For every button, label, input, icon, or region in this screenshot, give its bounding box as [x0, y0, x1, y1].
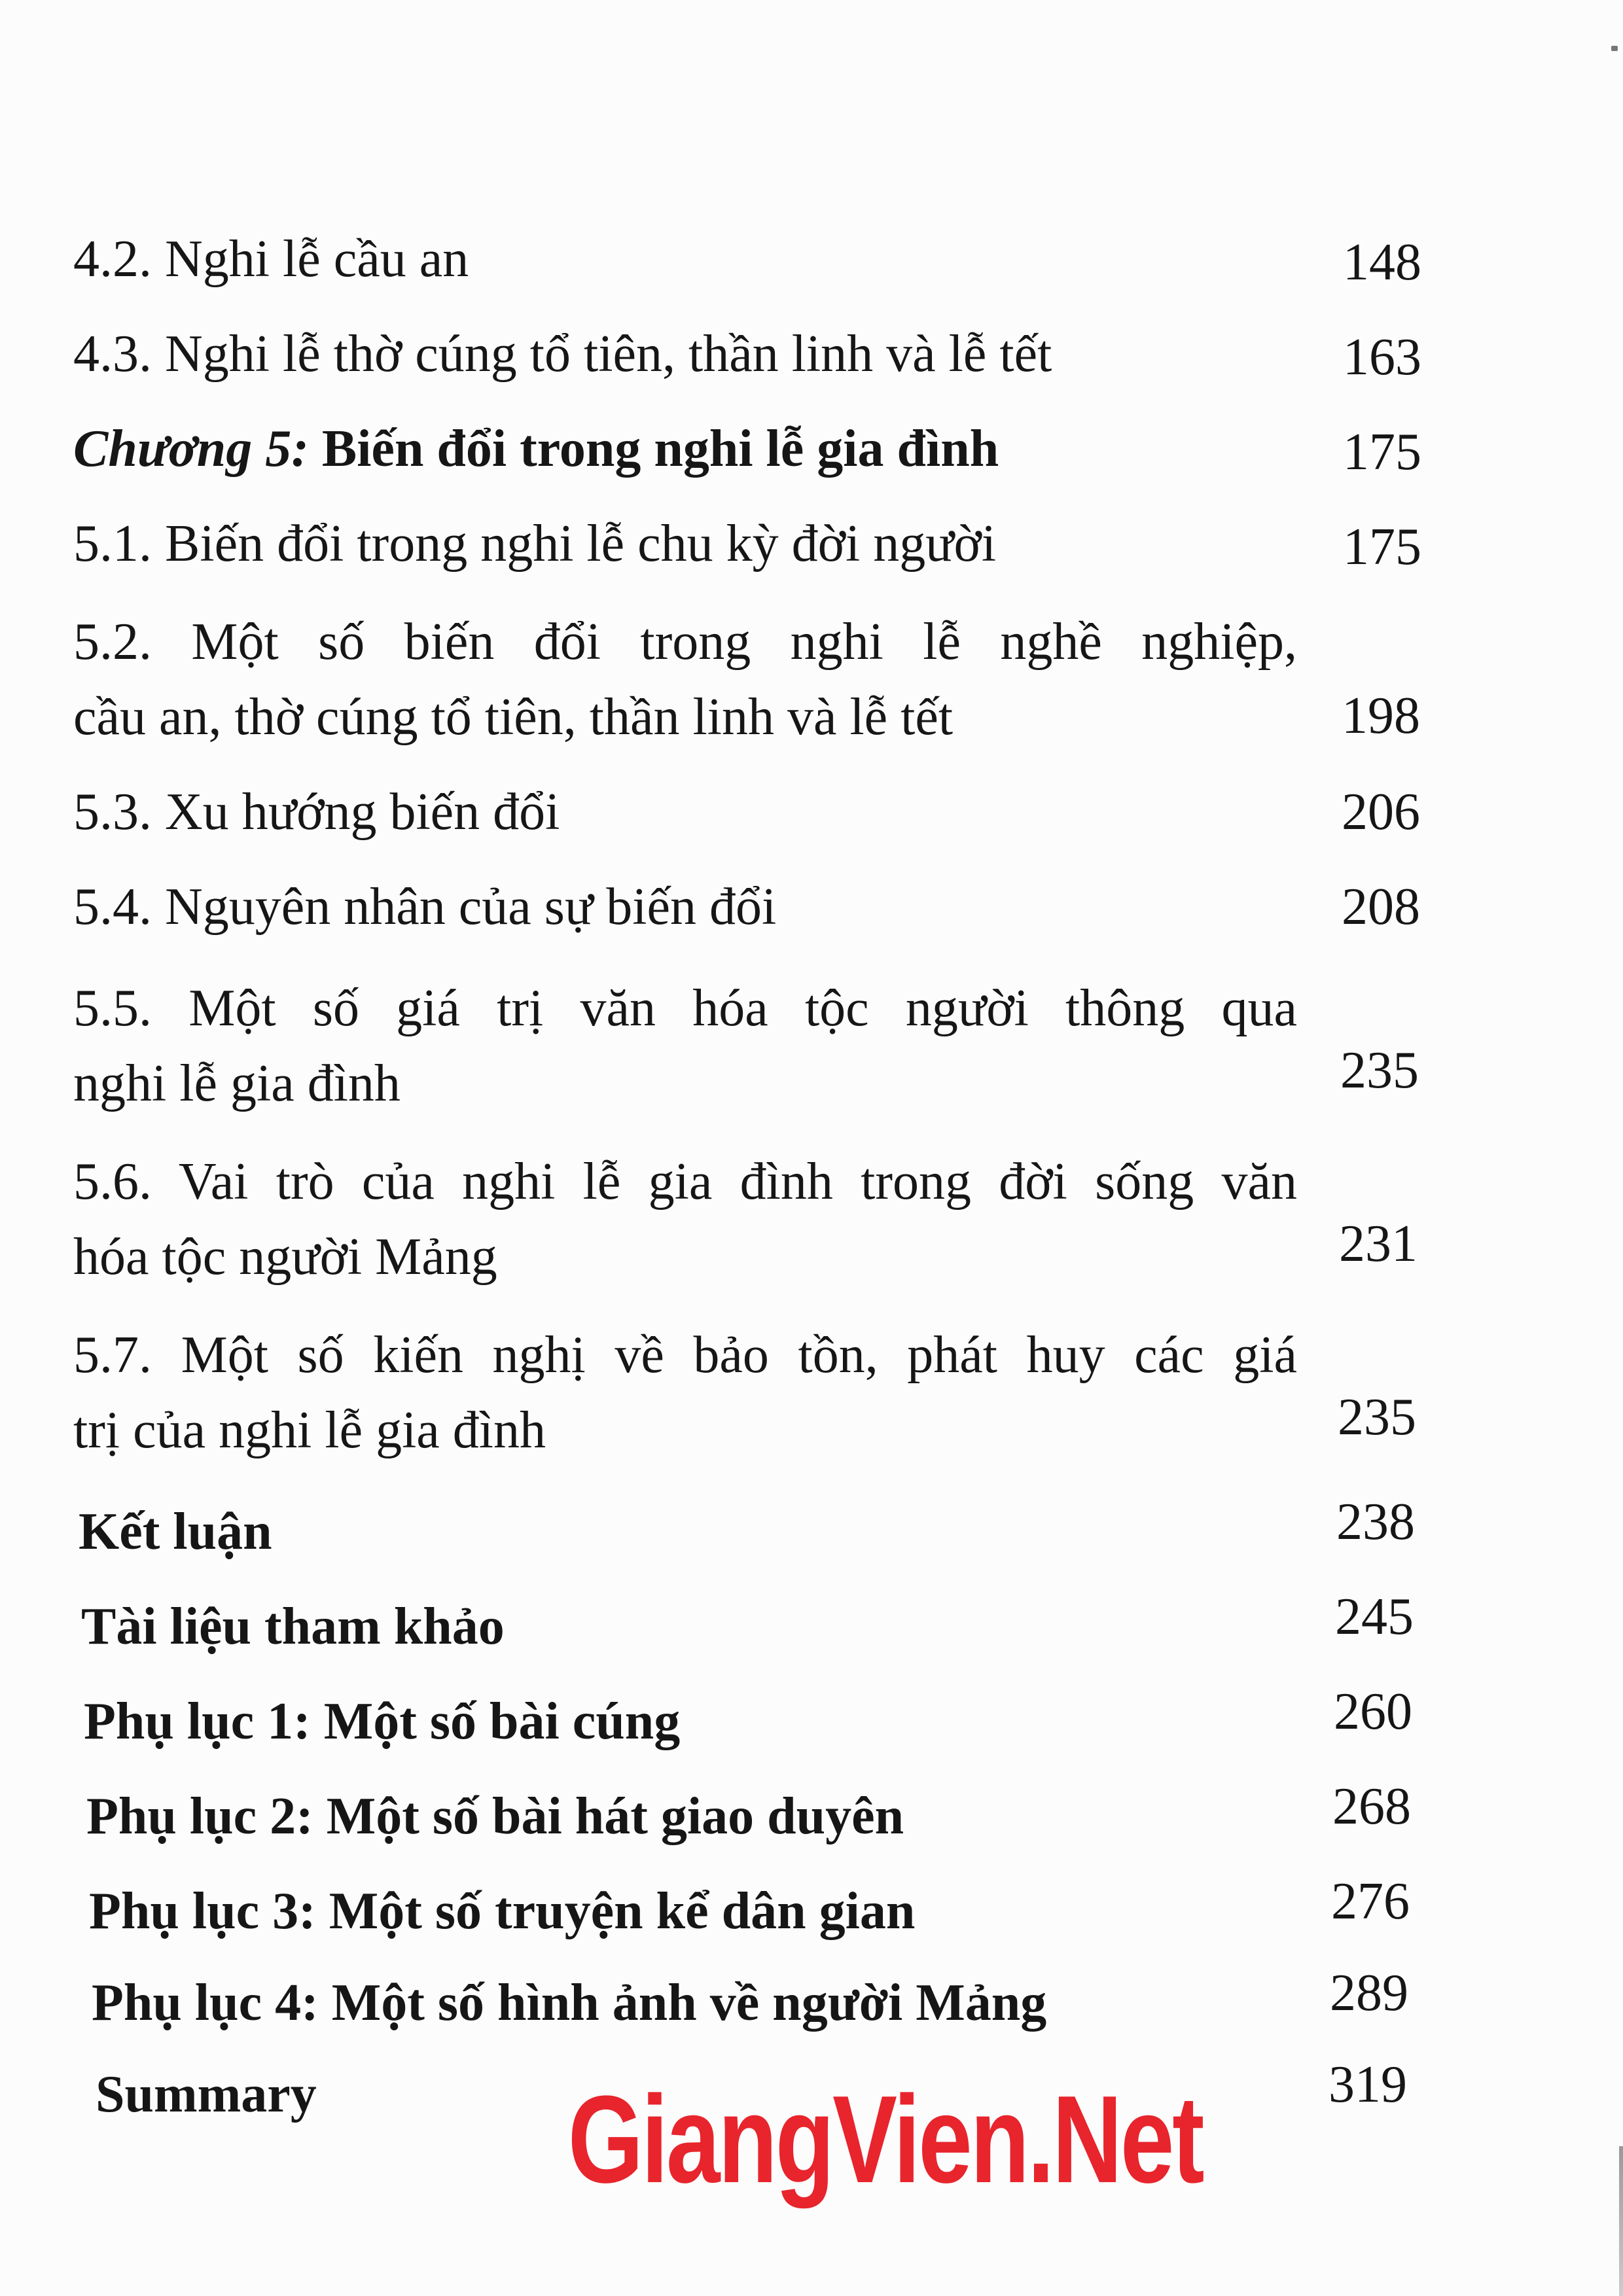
page-edge-shadow	[1619, 2146, 1623, 2296]
entry-title-line-2: hóa tộc người Mảng	[73, 1228, 497, 1286]
entry-title: Phụ lục 4: Một số hình ảnh về người Mảng	[92, 1974, 1047, 2032]
page-number: 319	[1329, 2056, 1407, 2113]
entry-title-line-2: nghi lễ gia đình	[73, 1055, 401, 1112]
page-number: 276	[1331, 1873, 1410, 1930]
page-number: 268	[1332, 1778, 1411, 1835]
entry-title: Phụ lục 1: Một số bài cúng	[84, 1693, 681, 1750]
watermark-text: GiangVien.Net	[567, 2070, 1203, 2209]
page-number: 238	[1336, 1493, 1415, 1551]
entry-title: 5.1. Biến đổi trong nghi lễ chu kỳ đời người	[73, 515, 997, 573]
entry-title-line-2: trị của nghi lễ gia đình	[73, 1402, 546, 1459]
entry-title-line-2: cầu an, thờ cúng tổ tiên, thần linh và lễ tết	[73, 688, 954, 746]
page-number: 206	[1342, 783, 1420, 841]
page-number: 245	[1335, 1588, 1414, 1646]
entry-title: 5.4. Nguyên nhân của sự biến đổi	[73, 878, 777, 936]
entry-title-line-1: 5.6. Vai trò của nghi lễ gia đình trong đời sống văn	[73, 1153, 1297, 1210]
page-number: 175	[1343, 423, 1421, 481]
entry-title: Kết luận	[79, 1503, 272, 1561]
entry-title: Phụ lục 2: Một số bài hát giao duyên	[86, 1788, 904, 1845]
entry-title: 4.2. Nghi lễ cầu an	[73, 230, 469, 288]
entry-title: 5.3. Xu hướng biến đổi	[73, 783, 560, 841]
entry-title-line-1: 5.2. Một số biến đổi trong nghi lễ nghề nghiệp,	[73, 613, 1297, 671]
page-number: 231	[1339, 1215, 1418, 1273]
page-number: 235	[1340, 1042, 1419, 1099]
page-number: 208	[1342, 878, 1420, 936]
page-number: 260	[1334, 1683, 1412, 1740]
page-number: 198	[1342, 687, 1420, 745]
page-number: 175	[1343, 518, 1421, 576]
scan-speck	[1611, 46, 1618, 51]
entry-title-line-1: 5.5. Một số giá trị văn hóa tộc người thông qua	[73, 980, 1297, 1037]
page-number: 148	[1343, 234, 1421, 291]
entry-title: Tài liệu tham khảo	[81, 1598, 505, 1655]
entry-title: Summary	[96, 2066, 317, 2123]
page-number: 163	[1343, 328, 1421, 386]
entry-title: Phụ lục 3: Một số truyện kể dân gian	[89, 1882, 916, 1940]
chapter-title: Biến đổi trong nghi lễ gia đình	[308, 420, 999, 478]
entry-title-line-1: 5.7. Một số kiến nghị về bảo tồn, phát huy các giá	[73, 1326, 1297, 1384]
chapter-label: Chương 5:	[73, 420, 309, 478]
page-number: 235	[1338, 1388, 1416, 1446]
entry-title: 4.3. Nghi lễ thờ cúng tổ tiên, thần linh và lễ tết	[73, 325, 1052, 383]
entry-title	[73, 419, 1297, 479]
page-number: 289	[1330, 1964, 1408, 2022]
